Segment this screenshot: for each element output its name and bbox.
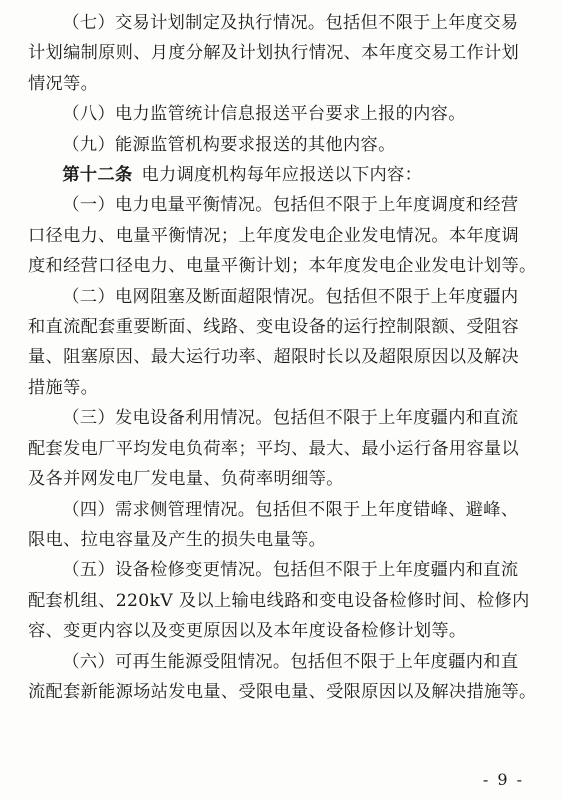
text-line: （四）需求侧管理情况。包括但不限于上年度错峰、避峰、	[62, 499, 519, 520]
text-line: （六）可再生能源受阻情况。包括但不限于上年度疆内和直	[62, 651, 519, 672]
paragraph-item-8	[28, 99, 540, 129]
paragraph-item-5	[28, 555, 540, 646]
text-line: （一）电力电量平衡情况。包括但不限于上年度调度和经营	[62, 195, 519, 216]
article-line	[28, 160, 540, 190]
page-number: - 9 -	[482, 770, 524, 789]
text-line: 配套机组、220kV 及以上输电线路和变电设备检修时间、检修内	[28, 590, 530, 611]
text-line: 配套发电厂平均发电负荷率；平均、最大、最小运行备用容量以	[28, 438, 520, 459]
text-line: （八）电力监管统计信息报送平台要求上报的内容。	[62, 104, 466, 125]
text-line: 及各并网发电厂发电量、负荷率明细等。	[28, 469, 344, 490]
paragraph-item-2	[28, 282, 540, 404]
text-line: 计划编制原则、月度分解及计划执行情况、本年度交易工作计划	[28, 43, 520, 64]
text-line: 流配套新能源场站发电量、受限电量、受限原因以及解决措施等。	[28, 681, 537, 702]
paragraph-item-6	[28, 647, 540, 708]
paragraph-item-3	[28, 403, 540, 494]
text-line: （二）电网阻塞及断面超限情况。包括但不限于上年度疆内	[62, 286, 519, 307]
text-line: 容、变更内容以及变更原因以及本年度设备检修计划等。	[28, 621, 467, 642]
text-line: 措施等。	[28, 377, 99, 398]
text-line: （五）设备检修变更情况。包括但不限于上年度疆内和直流	[62, 560, 519, 581]
text-line: 和直流配套重要断面、线路、变电设备的运行控制限额、受阻容	[28, 317, 520, 338]
paragraph-item-4	[28, 495, 540, 556]
text-line: 量、阻塞原因、最大运行功率、超限时长以及超限原因以及解决	[28, 347, 520, 368]
paragraph-item-9	[28, 130, 540, 160]
text-line: 口径电力、电量平衡情况；上年度发电企业发电情况。本年度调	[28, 225, 520, 246]
text-line: 情况等。	[28, 73, 99, 94]
document-body	[28, 8, 540, 707]
article-text: 电力调度机构每年应报送以下内容：	[141, 165, 423, 186]
article-12	[28, 160, 540, 190]
text-line: 度和经营口径电力、电量平衡计划；本年度发电企业发电计划等。	[28, 256, 537, 277]
text-line: （三）发电设备利用情况。包括但不限于上年度疆内和直流	[62, 408, 519, 429]
text-line: （九）能源监管机构要求报送的其他内容。	[62, 134, 396, 155]
paragraph-item-1	[28, 190, 540, 281]
text-line: 限电、拉电容量及产生的损失电量等。	[28, 529, 327, 550]
article-heading: 第十二条	[62, 165, 133, 186]
paragraph-item-7	[28, 8, 540, 99]
text-line: （七）交易计划制定及执行情况。包括但不限于上年度交易	[62, 13, 519, 33]
